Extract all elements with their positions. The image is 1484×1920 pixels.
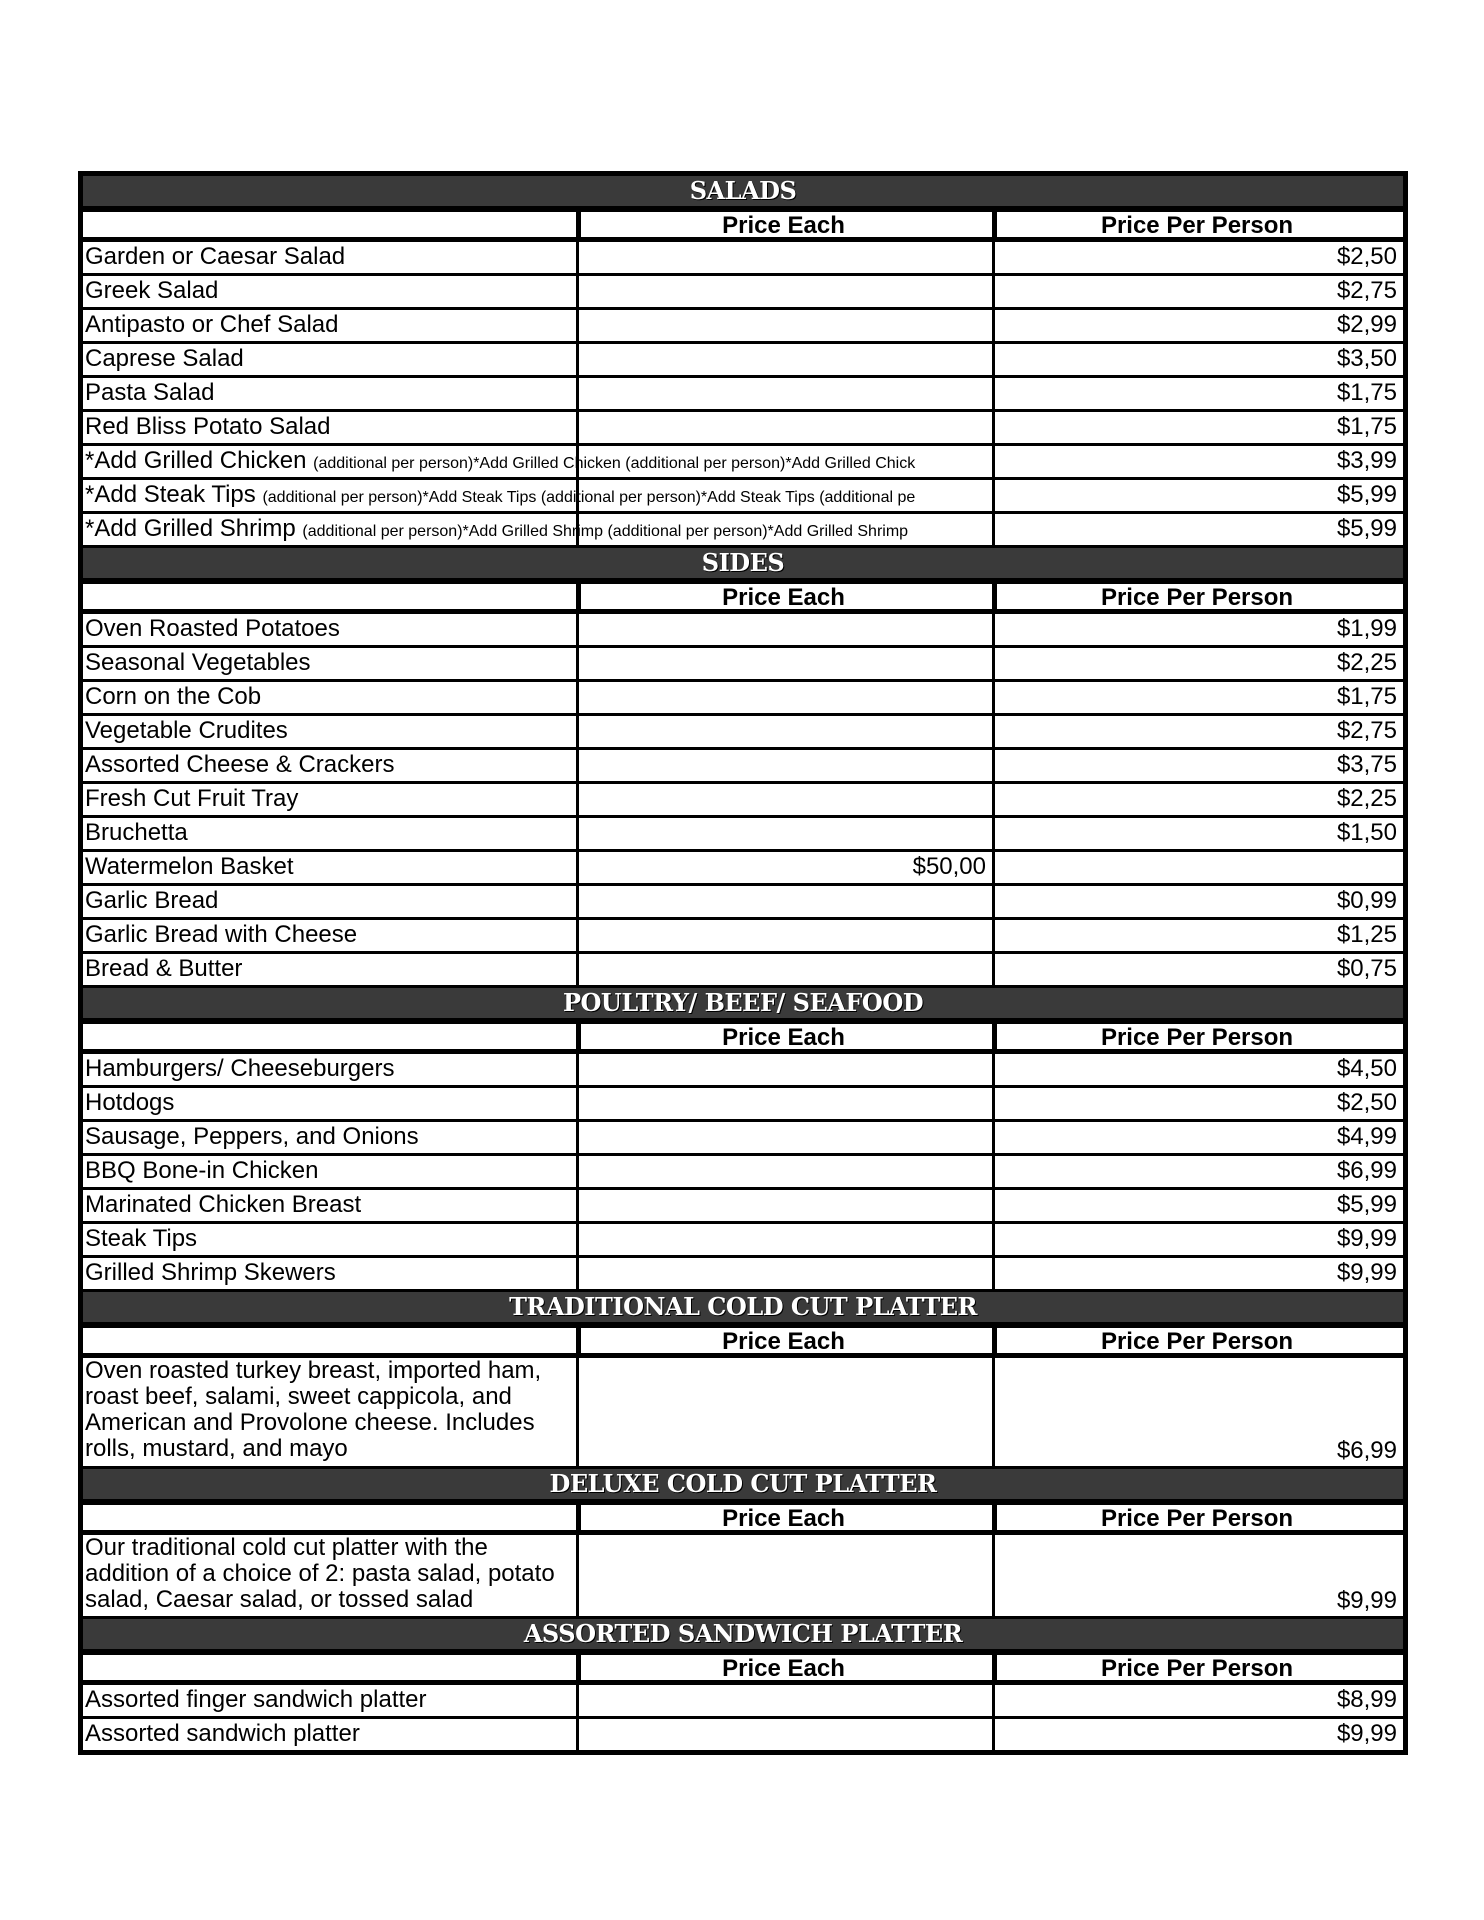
price-per-person xyxy=(992,852,1403,883)
price-each xyxy=(576,1190,992,1221)
price-each xyxy=(576,648,992,679)
item-column-header xyxy=(83,581,576,609)
item-name: Hotdogs xyxy=(85,1089,175,1116)
table-row-addon xyxy=(83,446,1403,480)
addon-label: *Add Grilled Chicken xyxy=(85,447,307,474)
item-name: Hamburgers/ Cheeseburgers xyxy=(85,1055,395,1082)
table-row xyxy=(83,920,1403,954)
price-per-person-header: Price Per Person xyxy=(992,209,1403,237)
column-header-row xyxy=(83,209,1403,242)
price-per-person xyxy=(992,1535,1403,1616)
price-per-person: $2,25 xyxy=(992,784,1403,815)
price-each xyxy=(576,1685,992,1716)
price-per-person: $1,75 xyxy=(992,378,1403,409)
price-per-person: $9,99 xyxy=(992,1258,1403,1289)
addon-note: (additional per person)*Add Steak Tips (additional per person)*Add Steak Tips (additional pe xyxy=(262,489,916,506)
item-column-header xyxy=(83,1021,576,1049)
item-name: Watermelon Basket xyxy=(85,853,294,880)
price-per-person: $9,99 xyxy=(992,1224,1403,1255)
item-column-header xyxy=(83,1502,576,1530)
price-each-header: Price Each xyxy=(576,581,992,609)
item-name: Marinated Chicken Breast xyxy=(85,1191,362,1218)
price-each-header: Price Each xyxy=(576,1502,992,1530)
section-header-deluxe-cold-cut: DELUXE COLD CUT PLATTER xyxy=(83,1469,1403,1502)
table-row xyxy=(83,344,1403,378)
price-per-person: $5,99 xyxy=(992,1190,1403,1221)
price-per-person: $2,50 xyxy=(992,242,1403,273)
price-per-person-value: $6,99 xyxy=(1336,1437,1397,1464)
price-per-person: $1,99 xyxy=(992,614,1403,645)
item-name: Assorted finger sandwich platter xyxy=(85,1686,427,1713)
item-name: Vegetable Crudites xyxy=(85,717,288,744)
price-each-header: Price Each xyxy=(576,1652,992,1680)
price-each xyxy=(576,1224,992,1255)
column-header-row xyxy=(83,1652,1403,1685)
addon-name xyxy=(83,446,916,477)
price-per-person-header: Price Per Person xyxy=(992,1652,1403,1680)
table-row xyxy=(83,1156,1403,1190)
price-per-person: $5,99 xyxy=(992,480,1403,511)
price-each xyxy=(576,1358,992,1466)
price-each-header: Price Each xyxy=(576,209,992,237)
price-each xyxy=(576,784,992,815)
price-per-person: $2,75 xyxy=(992,276,1403,307)
item-name: Fresh Cut Fruit Tray xyxy=(85,785,299,812)
price-each xyxy=(576,276,992,307)
price-each xyxy=(576,920,992,951)
addon-label: *Add Steak Tips xyxy=(85,481,256,508)
item-column-header xyxy=(83,1652,576,1680)
item-name: Steak Tips xyxy=(85,1225,198,1252)
price-per-person: $1,25 xyxy=(992,920,1403,951)
table-row xyxy=(83,614,1403,648)
price-each xyxy=(576,750,992,781)
price-per-person: $3,99 xyxy=(992,446,1403,477)
table-row xyxy=(83,1122,1403,1156)
price-each xyxy=(576,1122,992,1153)
item-name: Red Bliss Potato Salad xyxy=(85,413,331,440)
price-per-person: $3,75 xyxy=(992,750,1403,781)
table-row xyxy=(83,276,1403,310)
table-row xyxy=(83,784,1403,818)
table-row xyxy=(83,682,1403,716)
price-each xyxy=(576,242,992,273)
table-row xyxy=(83,1258,1403,1292)
item-column-header xyxy=(83,209,576,237)
price-each xyxy=(576,310,992,341)
item-name: Garden or Caesar Salad xyxy=(85,243,346,270)
price-each xyxy=(576,344,992,375)
item-name: Bread & Butter xyxy=(85,955,243,982)
section-header-salads: SALADS xyxy=(83,176,1403,209)
column-header-row xyxy=(83,1325,1403,1358)
item-name: Assorted sandwich platter xyxy=(85,1720,360,1747)
price-per-person: $8,99 xyxy=(992,1685,1403,1716)
price-each xyxy=(576,818,992,849)
price-per-person: $6,99 xyxy=(992,1156,1403,1187)
item-description: Oven roasted turkey breast, imported ham, roast beef, salami, sweet cappicola, and American and Provolone cheese. Includes rolls, mustard, and mayo xyxy=(85,1358,542,1462)
table-row xyxy=(83,1358,1403,1469)
price-each xyxy=(576,954,992,985)
item-name: Corn on the Cob xyxy=(85,683,262,710)
addon-note: (additional per person)*Add Grilled Chicken (additional per person)*Add Grilled Chick xyxy=(313,455,916,472)
item-description: Our traditional cold cut platter with the addition of a choice of 2: pasta salad, potato salad, Caesar salad, or tossed salad xyxy=(85,1535,555,1613)
column-header-row xyxy=(83,581,1403,614)
catering-menu-table xyxy=(78,171,1408,1755)
price-per-person: $1,50 xyxy=(992,818,1403,849)
table-row xyxy=(83,378,1403,412)
price-per-person: $1,75 xyxy=(992,682,1403,713)
price-per-person-header: Price Per Person xyxy=(992,1021,1403,1049)
table-row xyxy=(83,716,1403,750)
price-each xyxy=(576,614,992,645)
price-each xyxy=(576,1054,992,1085)
price-per-person-header: Price Per Person xyxy=(992,581,1403,609)
price-per-person: $2,25 xyxy=(992,648,1403,679)
table-row xyxy=(83,1190,1403,1224)
table-row xyxy=(83,852,1403,886)
table-row-addon xyxy=(83,514,1403,548)
section-header-poultry-beef-seafood: POULTRY/ BEEF/ SEAFOOD xyxy=(83,988,1403,1021)
price-each xyxy=(576,716,992,747)
table-row xyxy=(83,412,1403,446)
price-each xyxy=(576,886,992,917)
addon-label: *Add Grilled Shrimp xyxy=(85,515,296,542)
table-row xyxy=(83,1685,1403,1719)
price-per-person: $9,99 xyxy=(992,1719,1403,1750)
price-per-person: $2,50 xyxy=(992,1088,1403,1119)
table-row-addon xyxy=(83,480,1403,514)
item-name: Antipasto or Chef Salad xyxy=(85,311,339,338)
price-per-person-value: $9,99 xyxy=(1336,1587,1397,1614)
section-header-assorted-sandwich: ASSORTED SANDWICH PLATTER xyxy=(83,1619,1403,1652)
price-per-person: $0,99 xyxy=(992,886,1403,917)
price-each xyxy=(576,1535,992,1616)
item-name: Grilled Shrimp Skewers xyxy=(85,1259,336,1286)
table-row xyxy=(83,750,1403,784)
addon-name xyxy=(83,514,909,545)
item-name: Assorted Cheese & Crackers xyxy=(85,751,395,778)
table-row xyxy=(83,954,1403,988)
item-column-header xyxy=(83,1325,576,1353)
table-row xyxy=(83,310,1403,344)
price-per-person: $4,50 xyxy=(992,1054,1403,1085)
table-row xyxy=(83,1719,1403,1750)
price-per-person: $3,50 xyxy=(992,344,1403,375)
price-per-person: $4,99 xyxy=(992,1122,1403,1153)
table-row xyxy=(83,242,1403,276)
table-row xyxy=(83,1054,1403,1088)
item-name: Pasta Salad xyxy=(85,379,215,406)
table-row xyxy=(83,886,1403,920)
price-each xyxy=(576,1258,992,1289)
table-row xyxy=(83,1535,1403,1619)
price-each xyxy=(576,378,992,409)
table-row xyxy=(83,818,1403,852)
price-each xyxy=(576,1088,992,1119)
item-name: Garlic Bread xyxy=(85,887,219,914)
column-header-row xyxy=(83,1502,1403,1535)
item-name: Garlic Bread with Cheese xyxy=(85,921,358,948)
item-name: Sausage, Peppers, and Onions xyxy=(85,1123,419,1150)
price-each xyxy=(576,412,992,443)
item-name: Caprese Salad xyxy=(85,345,244,372)
price-per-person: $0,75 xyxy=(992,954,1403,985)
price-each xyxy=(576,1719,992,1750)
item-name: Greek Salad xyxy=(85,277,219,304)
column-header-row xyxy=(83,1021,1403,1054)
item-name: Bruchetta xyxy=(85,819,188,846)
price-each-header: Price Each xyxy=(576,1325,992,1353)
price-per-person: $2,75 xyxy=(992,716,1403,747)
price-each-header: Price Each xyxy=(576,1021,992,1049)
price-per-person-header: Price Per Person xyxy=(992,1502,1403,1530)
price-per-person: $2,99 xyxy=(992,310,1403,341)
section-header-traditional-cold-cut: TRADITIONAL COLD CUT PLATTER xyxy=(83,1292,1403,1325)
addon-note: (additional per person)*Add Grilled Shrimp (additional per person)*Add Grilled Shrimp xyxy=(302,523,909,540)
price-each: $50,00 xyxy=(576,852,992,883)
item-name: Seasonal Vegetables xyxy=(85,649,311,676)
addon-name xyxy=(83,480,916,511)
price-each xyxy=(576,682,992,713)
price-per-person-header: Price Per Person xyxy=(992,1325,1403,1353)
price-each xyxy=(576,1156,992,1187)
price-per-person: $1,75 xyxy=(992,412,1403,443)
price-per-person xyxy=(992,1358,1403,1466)
item-name: BBQ Bone-in Chicken xyxy=(85,1157,319,1184)
item-name: Oven Roasted Potatoes xyxy=(85,615,340,642)
table-row xyxy=(83,1224,1403,1258)
table-row xyxy=(83,1088,1403,1122)
table-row xyxy=(83,648,1403,682)
section-header-sides: SIDES xyxy=(83,548,1403,581)
price-per-person: $5,99 xyxy=(992,514,1403,545)
